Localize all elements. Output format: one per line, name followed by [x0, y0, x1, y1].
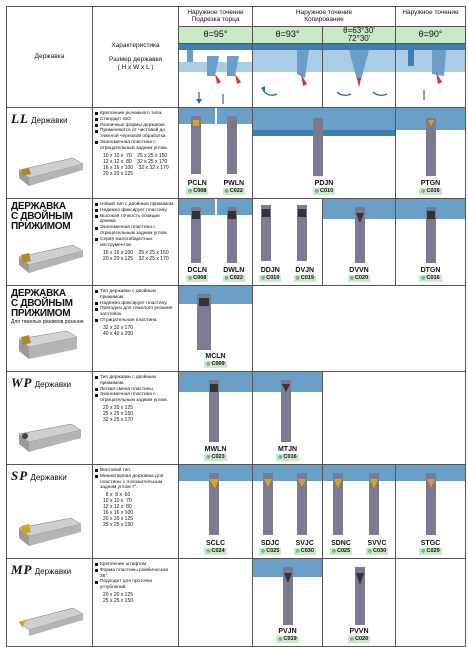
code-name: PVVN: [349, 627, 369, 635]
holder-dc: [7, 198, 93, 285]
heavy-95-tools-image: [179, 286, 253, 352]
holder-sp: [7, 464, 93, 558]
ll-95-tools-image: [179, 108, 253, 179]
wp-empty: [323, 371, 466, 464]
code-ref: ◎ C016: [419, 188, 441, 196]
sp-95-tools-image: [179, 465, 253, 539]
dc-93: [253, 198, 323, 285]
feature: Миниатюрная державка для пластины с положительным задним углом 7°.: [95, 474, 176, 492]
code-ref: ◎ C022: [223, 188, 245, 196]
code-ref: ◎ C024: [204, 548, 226, 556]
code-mcln[interactable]: [204, 351, 226, 369]
dc-63: [323, 198, 396, 285]
feature: Различные формы державки.: [95, 123, 176, 129]
codes-sp-93: [253, 538, 322, 558]
code-name: SVJC: [295, 539, 314, 547]
holder-sp-title: SP: [11, 467, 29, 483]
dc-90-tools-image: [396, 199, 466, 266]
code-pwln[interactable]: [223, 178, 245, 196]
code-ref: ◎ C010: [313, 188, 335, 196]
code-name: DDJN: [260, 266, 280, 274]
holder-dc-title-2: С ДВОЙНЫМ: [11, 210, 73, 222]
feature: Серия малогабаритных инструментов.: [95, 237, 176, 249]
code-sdnc[interactable]: [330, 538, 352, 556]
features-wp: [93, 371, 179, 464]
code-name: DTGN: [420, 266, 441, 274]
feature: Стандарт ISO.: [95, 117, 176, 123]
mp-63: [323, 558, 396, 646]
diagram-90-icon: [396, 44, 466, 107]
holder-heavy-title-3: ПРИЖИМОМ: [11, 307, 71, 319]
codes-wp-93: [253, 444, 322, 464]
code-ddjn[interactable]: [259, 265, 281, 283]
features-sp: [93, 464, 179, 558]
holder-dc-title-1: ДЕРЖАВКА: [11, 200, 66, 212]
header-group-3: [396, 7, 466, 27]
row-wp: [7, 371, 466, 464]
code-dwln[interactable]: [223, 265, 245, 283]
holder-ll: [7, 107, 93, 198]
sp-63-tools-image: [323, 465, 396, 539]
code-ref: ◎ C020: [348, 636, 370, 644]
sp-93: [253, 464, 323, 558]
group2-title-2: Копирование: [304, 16, 344, 24]
codes-sp-90: [396, 538, 465, 558]
mp-93-tools-image: [253, 559, 323, 627]
holder-ll-image: [17, 156, 85, 188]
code-name: PWLN: [223, 179, 245, 187]
ll-95: [179, 107, 253, 198]
codes-ll-90: [396, 178, 465, 198]
sp-63: [323, 464, 396, 558]
codes-dc-95: [179, 265, 252, 285]
header-holder-label: Державка: [34, 53, 65, 61]
holder-ll-title: LL: [11, 110, 29, 126]
header-size-label: Размер державки: [108, 55, 163, 63]
holder-wp-title: WP: [11, 374, 33, 390]
ll-90: [396, 107, 466, 198]
code-dtgn[interactable]: [419, 265, 441, 283]
code-name: PVJN: [278, 627, 297, 635]
code-name: SVVC: [367, 539, 387, 547]
code-ref: ◎ C019: [276, 636, 298, 644]
codes-sp-63: [323, 538, 395, 558]
codes-mp-63: [323, 626, 395, 646]
code-dcln[interactable]: [186, 265, 208, 283]
code-svjc[interactable]: [294, 538, 316, 556]
holder-wp-image: [17, 422, 85, 454]
feature: Экономичная пластина с отрицательным задним углом.: [95, 140, 176, 152]
dc-95: [179, 198, 253, 285]
code-pdjn[interactable]: [313, 178, 335, 196]
features-heavy: [93, 285, 179, 371]
row-sp: [7, 464, 466, 558]
holder-mp-suffix: Державки: [32, 566, 72, 576]
heavy-95: [179, 285, 253, 371]
angle-93: θ=93°: [253, 26, 323, 43]
code-ref: ◎ C030: [366, 548, 388, 556]
row-heavy: [7, 285, 466, 371]
header-characteristics: [93, 7, 179, 108]
dc-63-tools-image: [323, 199, 396, 266]
feature: Форма пластины ромбическая 35°.: [95, 568, 176, 580]
code-sdjc[interactable]: [259, 538, 281, 556]
header-size-format: ( H x W x L ): [117, 64, 154, 72]
row-ll: [7, 107, 466, 198]
code-ref: ◎ C020: [348, 275, 370, 283]
ll-93-tools-image: [253, 108, 396, 179]
angle-63-72: [323, 26, 396, 43]
holder-ll-suffix: Державки: [28, 115, 68, 125]
codes-dc-90: [396, 265, 465, 285]
code-ref: ◎ C025: [259, 548, 281, 556]
header-char-label: Характеристика: [111, 41, 160, 49]
holder-heavy-title-1: ДЕРЖАВКА: [11, 287, 66, 299]
ll-90-tools-image: [396, 108, 466, 179]
holder-heavy-title-2: С ДВОЙНЫМ: [11, 297, 73, 309]
code-pcln[interactable]: [186, 178, 208, 196]
code-name: PCLN: [187, 179, 207, 187]
feature: Новый тип с двойным прижимом.: [95, 202, 176, 208]
code-name: SDJC: [260, 539, 280, 547]
holder-heavy-subtitle: Для тяжелых режимов резания: [11, 318, 84, 325]
ll-93: [253, 107, 396, 198]
codes-mp-93: [253, 626, 322, 646]
dc-95-tools-image: [179, 199, 253, 266]
header-group-2: [253, 7, 396, 27]
code-dvvn[interactable]: [348, 265, 370, 283]
heavy-empty: [253, 285, 466, 371]
feature: Надежно фиксирует пластину.: [95, 301, 176, 307]
diagram-93-icon: [253, 44, 323, 107]
holder-mp-title: MP: [11, 561, 33, 577]
code-name: MTJN: [277, 445, 298, 453]
code-name: STGC: [420, 539, 441, 547]
code-dvjn[interactable]: [294, 265, 316, 283]
holder-sp-suffix: Державки: [28, 472, 67, 482]
mp-90-empty: [396, 558, 466, 646]
codes-ll-95: [179, 178, 252, 198]
feature: Отрицательная пластина.: [95, 318, 176, 324]
header-holder: [7, 7, 93, 108]
codes-dc-93: [253, 265, 322, 285]
feature: Подходит для проточки углублений.: [95, 579, 176, 591]
angle-90: θ=90°: [396, 26, 466, 43]
wp-95: [179, 371, 253, 464]
code-name: DVJN: [295, 266, 315, 274]
wp-95-tools-image: [179, 372, 253, 445]
code-ref: ◎ C008: [186, 188, 208, 196]
row-mp: [7, 558, 466, 646]
code-name: MWLN: [204, 445, 227, 453]
feature: Крепление штифтом.: [95, 562, 176, 568]
diagram-95-icon: [179, 44, 253, 107]
header-group-1: [179, 7, 253, 27]
diagram-63-72: [323, 43, 396, 107]
mp-95-empty: [179, 558, 253, 646]
code-svvc[interactable]: [366, 538, 388, 556]
dc-93-tools-image: [253, 199, 323, 266]
feature: Тип державки с двойным прижимом.: [95, 375, 176, 387]
diagram-95: [179, 43, 253, 107]
features-ll: [93, 107, 179, 198]
sp-90-tools-image: [396, 465, 466, 539]
code-ref: ◎ C023: [204, 454, 226, 462]
sizes-mp: 20 x 20 x 125 25 x 25 x 150: [103, 592, 134, 605]
holder-mp: [7, 558, 93, 646]
sp-93-tools-image: [253, 465, 323, 539]
code-ref: ◎ C010: [259, 275, 281, 283]
mp-63-tools-image: [323, 559, 396, 627]
feature: Высокая точность позиции кромки.: [95, 214, 176, 226]
group1-title-1: Наружное точение: [187, 9, 244, 16]
features-mp: [93, 558, 179, 646]
feature: Экономичная пластина с отрицательным задним углом.: [95, 225, 176, 237]
holder-mp-image: [17, 604, 85, 636]
codes-wp-95: [179, 444, 252, 464]
code-ref: ◎ C022: [223, 275, 245, 283]
code-ptgn[interactable]: [419, 178, 441, 196]
group2-title-1: Наружное точение: [295, 9, 353, 16]
dc-90: [396, 198, 466, 285]
holder-heavy: [7, 285, 93, 371]
sizes-dc: 16 x 16 x 100 25 x 25 x 150 20 x 20 x 125 32 x 25 x 170: [103, 249, 169, 262]
code-ref: ◎ C030: [294, 548, 316, 556]
feature: Применяются от чистовой до тяжелой черновой обработки.: [95, 128, 176, 140]
code-name: PTGN: [420, 179, 441, 187]
sizes-ll: 10 x 10 x 70 25 x 25 x 150 12 x 12 x 80 32 x 25 x 170 16 x 16 x 100 32 x 32 x 170 20 x 20 x 125: [103, 152, 169, 177]
angle-72: 72°30': [347, 33, 371, 43]
codes-dc-63: [323, 265, 395, 285]
sizes-wp: 20 x 20 x 125 25 x 25 x 150 32 x 25 x 170: [103, 405, 134, 424]
mp-93: [253, 558, 323, 646]
feature: Экономичная пластина с отрицательным задним углом.: [95, 392, 176, 404]
holder-wp-suffix: Державки: [32, 379, 72, 389]
code-ref: ◎ C025: [330, 548, 352, 556]
code-ref: ◎ C019: [294, 275, 316, 283]
code-ref: ◎ C016: [419, 275, 441, 283]
holder-wp: [7, 371, 93, 464]
feature: Надежно фиксирует пластину.: [95, 208, 176, 214]
code-sclc[interactable]: [204, 538, 226, 556]
wp-93: [253, 371, 323, 464]
sp-95: [179, 464, 253, 558]
code-ref: ◎ C009: [204, 361, 226, 369]
codes-heavy-95: [179, 351, 252, 371]
feature: Крепление рычажного типа.: [95, 111, 176, 117]
code-name: DVVN: [349, 266, 369, 274]
angle-63: θ=63°30': [343, 26, 375, 35]
feature: Винтовой тип.: [95, 468, 176, 474]
code-name: MCLN: [205, 352, 226, 360]
code-stgc[interactable]: [419, 538, 441, 556]
codes-ll-93: [253, 178, 395, 198]
diagram-63-72-icon: [323, 44, 396, 107]
holder-dc-title-3: ПРИЖИМОМ: [11, 220, 71, 232]
code-ref: ◎ C016: [276, 454, 298, 462]
holder-sp-image: [17, 516, 85, 548]
toolholder-table: [6, 6, 466, 647]
code-name: DWLN: [223, 266, 245, 274]
feature: Легкая смена пластины.: [95, 387, 176, 393]
codes-sp-95: [179, 538, 252, 558]
group3-title-1: Наружное точение: [402, 9, 459, 16]
code-mtjn[interactable]: [276, 444, 298, 462]
angle-95: θ=95°: [179, 26, 253, 43]
feature: Тип державки с двойным прижимом.: [95, 289, 176, 301]
features-dc: [93, 198, 179, 285]
code-name: SDNC: [331, 539, 351, 547]
sizes-sp: 8 x 8 x 60 10 x 10 x 70 12 x 12 x 80 16 x 16 x 100 20 x 20 x 125 25 x 25 x 150: [103, 492, 134, 529]
code-name: PDJN: [314, 179, 334, 187]
code-ref: ◎ C029: [419, 548, 441, 556]
holder-heavy-image: [17, 329, 85, 361]
sizes-heavy: 32 x 32 x 170 40 x 40 x 200: [103, 325, 134, 337]
code-name: SCLC: [205, 539, 226, 547]
group1-title-2: Подрезка торца: [191, 16, 240, 24]
feature: Пригодны для тяжелого резания заготовок.: [95, 306, 176, 318]
holder-dc-image: [17, 243, 85, 275]
code-name: DCLN: [187, 266, 207, 274]
wp-93-tools-image: [253, 372, 323, 445]
sp-90: [396, 464, 466, 558]
row-double-clamp: [7, 198, 466, 285]
diagram-90: [396, 43, 466, 107]
diagram-93: [253, 43, 323, 107]
code-ref: ◎ C008: [186, 275, 208, 283]
code-mwln[interactable]: [204, 444, 226, 462]
